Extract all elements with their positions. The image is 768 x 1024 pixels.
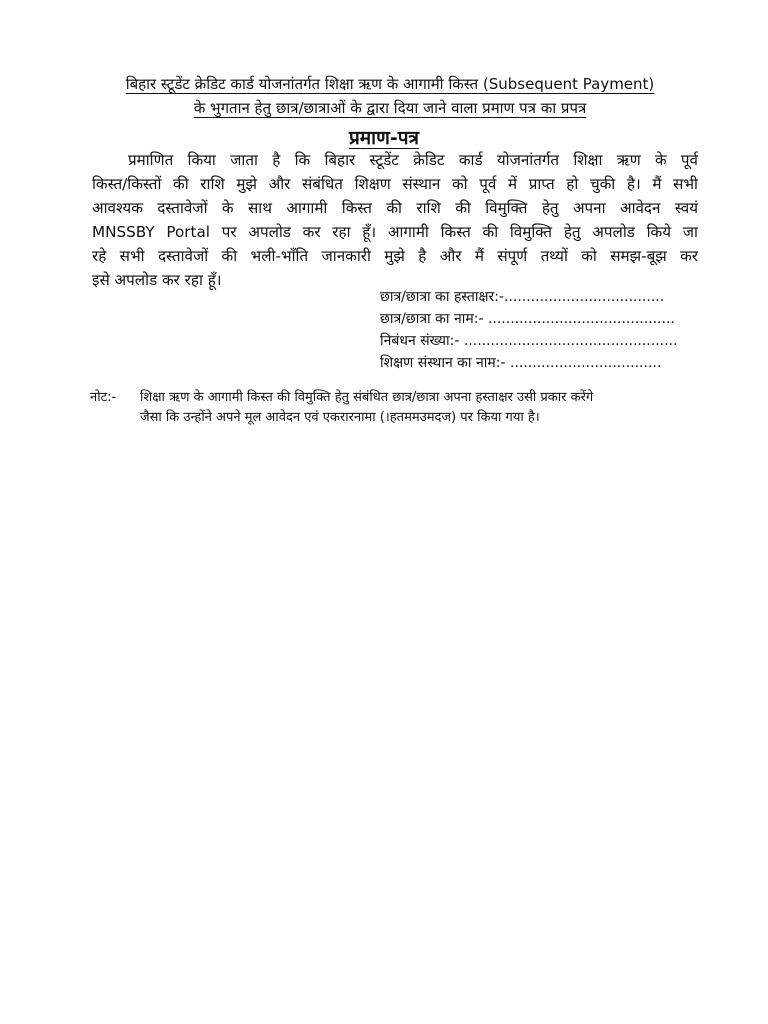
note-line-2: जैसा कि उन्होंने अपने मूल आवेदन एवं एकरारनामा (।हतममउमदज) पर किया गया है। — [140, 410, 540, 425]
note-text — [140, 388, 700, 428]
signature-fields — [380, 286, 700, 374]
registration-number-field: निबंधन संख्या:- ................................................ — [380, 333, 678, 349]
note-line-1: शिक्षा ऋण के आगामी किस्त की विमुक्ति हेतु संबंधित छात्र/छात्रा अपना हस्ताक्षर उसी प्रकार करेंगे — [140, 390, 594, 405]
institution-name-field: शिक्षण संस्थान का नाम:- .................................. — [380, 355, 662, 371]
body-line-3: आवश्यक दस्तावेजों के साथ आगामी किस्त की राशि की विमुक्ति हेतु अपना आवेदन स्वयं — [92, 199, 698, 217]
form-heading — [70, 72, 710, 120]
body-line-5: रहे सभी दस्तावेजों की भली-भाँति जानकारी मुझे है और मैं संपूर्ण तथ्यों को समझ-बूझ कर — [92, 247, 698, 265]
certificate-title-text: प्रमाण-पत्र — [349, 127, 419, 149]
body-line-2: किस्त/किस्तों की राशि मुझे और संबंधित शिक्षण संस्थान को पूर्व में प्राप्त हो चुकी है। मैं सभी — [92, 175, 698, 193]
body-line-6: इसे अपलोड कर रहा हूँ। — [92, 271, 222, 289]
heading-line-2: के भुगतान हेतु छात्र/छात्राओं के द्वारा दिया जाने वाला प्रमाण पत्र का प्रपत्र — [193, 99, 587, 117]
heading-line-1: बिहार स्टूडेंट क्रेडिट कार्ड योजनांतर्गत शिक्षा ऋण के आगामी किस्त (Subsequent Payment) — [125, 75, 655, 93]
certificate-body — [92, 148, 698, 292]
student-name-field: छात्र/छात्रा का नाम:- .......................................... — [380, 311, 675, 327]
signature-field: छात्र/छात्रा का हस्ताक्षर:-.................................... — [380, 289, 665, 305]
body-line-1: प्रमाणित किया जाता है कि बिहार स्टूडेंट क्रेडिट कार्ड योजनांतर्गत शिक्षा ऋण के पूर्व — [128, 151, 698, 169]
note-label: नोट:- — [90, 390, 117, 405]
certificate-title — [0, 124, 768, 150]
body-line-4: MNSSBY Portal पर अपलोड कर रहा हूँ। आगामी किस्त की विमुक्ति हेतु अपलोड किये जा — [92, 223, 698, 241]
